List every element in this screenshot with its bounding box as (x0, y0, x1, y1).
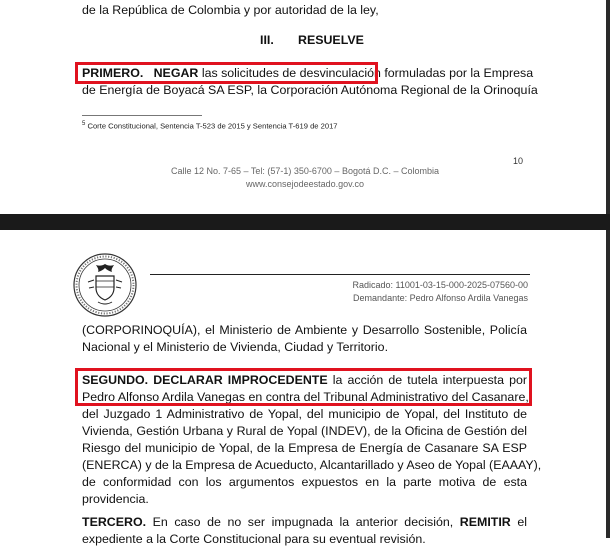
header-divider (150, 274, 530, 275)
tercero-line-1 (82, 514, 527, 531)
radicado: Radicado: 11001-03-15-000-2025-07560-00 (352, 280, 528, 290)
footnote (82, 121, 338, 131)
primero-line-2: de Energía de Boyacá SA ESP, la Corporación Autónoma Regional de la Orinoquía (82, 83, 538, 97)
demandante: Demandante: Pedro Alfonso Ardila Vanegas (353, 293, 528, 303)
footnote-text: Corte Constitucional, Sentencia T-523 de 2015 y Sentencia T-619 de 2017 (87, 121, 338, 131)
document-page-top (0, 0, 610, 214)
footer-address: Calle 12 No. 7-65 – Tel: (57-1) 350-6700 – Bogotá D.C. – Colombia (171, 166, 439, 176)
tercero-label: TERCERO. (82, 515, 147, 529)
tercero-line-1-end: el (517, 515, 527, 529)
tercero-line-2: expediente a la Corte Constitucional para su eventual revisión. (82, 532, 426, 546)
section-title: RESUELVE (298, 33, 364, 47)
colombia-seal-icon (72, 252, 138, 318)
page-number: 10 (513, 156, 524, 166)
intro-line: de la República de Colombia y por autoridad de la ley, (82, 3, 379, 17)
footnote-divider (82, 115, 202, 116)
primero-verb: NEGAR (153, 66, 199, 80)
page-gap (0, 214, 610, 230)
primero-label: PRIMERO. (82, 66, 144, 80)
segundo-line-1-rest: la acción de tutela interpuesta por (332, 373, 528, 387)
para1-line-1: (CORPORINOQUÍA), el Ministerio de Ambiente y Desarrollo Sostenible, Policía (82, 323, 527, 337)
highlight-box-segundo (75, 368, 532, 406)
segundo-line-7: de conformidad con los argumentos expuestos en la parte motiva de esta (82, 475, 527, 489)
page-edge (606, 0, 610, 214)
segundo-line-5: Riesgo del municipio de Yopal, de la Empresa de Energía de Casanare SA ESP (82, 441, 527, 455)
para1-line-2: Nacional y el Ministerio de Vivienda, Ciudad y Territorio. (82, 340, 389, 354)
section-number: III. (260, 33, 274, 47)
footnote-marker: 5 (82, 121, 86, 127)
highlight-box-primero (75, 62, 378, 84)
segundo-line-4: Vivienda, Gestión Urbana y Rural de Yopal (INDEV), de la Oficina de Gestión del (82, 424, 527, 438)
segundo-line-3: del Juzgado 1 Administrativo de Yopal, del municipio de Yopal, del Instituto de (82, 407, 527, 421)
segundo-label: SEGUNDO. DECLARAR IMPROCEDENTE (82, 373, 328, 387)
tercero-line-1-mid: En caso de no ser impugnada la anterior decisión, (152, 515, 454, 529)
segundo-line-2: Pedro Alfonso Ardila Vanegas en contra del Tribunal Administrativo del Casanare, (82, 390, 529, 404)
footer-website: www.consejodeestado.gov.co (246, 179, 364, 189)
segundo-line-6: (ENERCA) y de la Empresa de Acueducto, Alcantarillado y Aseo de Yopal (EAAAY), (82, 458, 542, 472)
segundo-line-8: providencia. (82, 492, 149, 506)
page-edge (606, 230, 610, 538)
tercero-verb: REMITIR (459, 515, 511, 529)
document-page-bottom (0, 230, 610, 546)
primero-line-1-rest: las solicitudes de desvinculación formuladas por la Empresa (201, 66, 534, 80)
